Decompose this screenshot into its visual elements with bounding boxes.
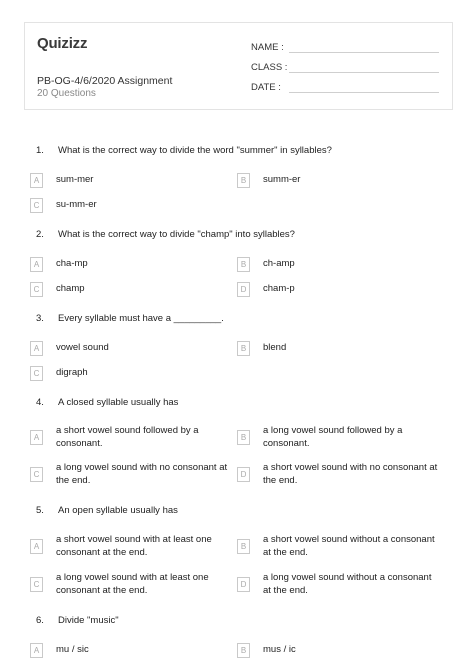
question-number: 1. xyxy=(36,145,44,156)
option-letter-box: C xyxy=(30,282,43,297)
question-4 xyxy=(36,397,178,408)
option-letter-box: B xyxy=(237,341,250,356)
name-field[interactable] xyxy=(251,42,284,53)
option-letter-box: A xyxy=(30,430,43,445)
date-line xyxy=(289,92,439,93)
option-letter-box: C xyxy=(30,467,43,482)
option-letter-box: B xyxy=(237,430,250,445)
option-text: digraph xyxy=(56,367,88,378)
option-text: a long vowel sound with no consonant at the end. xyxy=(56,462,228,486)
option-text: cham-p xyxy=(263,283,295,294)
worksheet-header xyxy=(24,22,453,110)
name-label: NAME : xyxy=(251,42,284,53)
option-text: blend xyxy=(263,342,287,353)
option-letter-box: C xyxy=(30,366,43,381)
class-line xyxy=(289,72,439,73)
option-letter-box: D xyxy=(237,577,250,592)
option-letter-box: B xyxy=(237,643,250,658)
class-label: CLASS : xyxy=(251,62,288,73)
question-number: 3. xyxy=(36,313,44,324)
option-text: a short vowel sound with at least one consonant at the end. xyxy=(56,534,212,558)
question-number: 2. xyxy=(36,229,44,240)
question-number: 4. xyxy=(36,397,44,408)
question-text: Every syllable must have a _________. xyxy=(58,313,224,324)
option-text: ch-amp xyxy=(263,258,295,269)
question-text: A closed syllable usually has xyxy=(58,397,179,408)
option-text: vowel sound xyxy=(56,342,109,353)
date-field[interactable] xyxy=(251,82,281,93)
question-number: 6. xyxy=(36,615,44,626)
option-text: cha-mp xyxy=(56,258,88,269)
option-letter-box: B xyxy=(237,539,250,554)
question-text: What is the correct way to divide the word "summer" in syllables? xyxy=(58,145,332,156)
question-text: An open syllable usually has xyxy=(58,505,178,516)
name-line xyxy=(289,52,439,53)
class-field[interactable] xyxy=(251,62,287,73)
option-text: a long vowel sound followed by a consonant. xyxy=(263,425,403,449)
option-letter-box: A xyxy=(30,173,43,188)
option-text: a short vowel sound with no consonant at the end. xyxy=(263,462,438,486)
quizizz-logo: Quizizz xyxy=(37,35,88,52)
option-text: summ-er xyxy=(263,174,301,185)
option-text: a long vowel sound without a consonant at the end. xyxy=(263,572,432,596)
option-text: mus / ic xyxy=(263,644,296,655)
option-letter-box: C xyxy=(30,577,43,592)
question-6 xyxy=(36,615,119,626)
question-number: 5. xyxy=(36,505,44,516)
option-text: champ xyxy=(56,283,85,294)
question-5 xyxy=(36,505,178,516)
option-letter-box: A xyxy=(30,341,43,356)
option-letter-box: B xyxy=(237,173,250,188)
question-3 xyxy=(36,313,224,324)
option-text: sum-mer xyxy=(56,174,94,185)
question-text: What is the correct way to divide "champ" into syllables? xyxy=(58,229,295,240)
option-text: mu / sic xyxy=(56,644,89,655)
option-letter-box: A xyxy=(30,257,43,272)
option-letter-box: C xyxy=(30,198,43,213)
option-text: su-mm-er xyxy=(56,199,97,210)
option-letter-box: A xyxy=(30,643,43,658)
date-label: DATE : xyxy=(251,82,281,93)
option-letter-box: A xyxy=(30,539,43,554)
option-text: a long vowel sound with at least one consonant at the end. xyxy=(56,572,209,596)
assignment-title: PB-OG-4/6/2020 Assignment xyxy=(37,75,173,87)
question-text: Divide "music" xyxy=(58,615,119,626)
option-letter-box: B xyxy=(237,257,250,272)
option-text: a short vowel sound without a consonant at the end. xyxy=(263,534,435,558)
question-1 xyxy=(36,145,332,156)
option-letter-box: D xyxy=(237,467,250,482)
question-2 xyxy=(36,229,295,240)
question-count: 20 Questions xyxy=(37,88,96,99)
option-letter-box: D xyxy=(237,282,250,297)
option-text: a short vowel sound followed by a consonant. xyxy=(56,425,199,449)
